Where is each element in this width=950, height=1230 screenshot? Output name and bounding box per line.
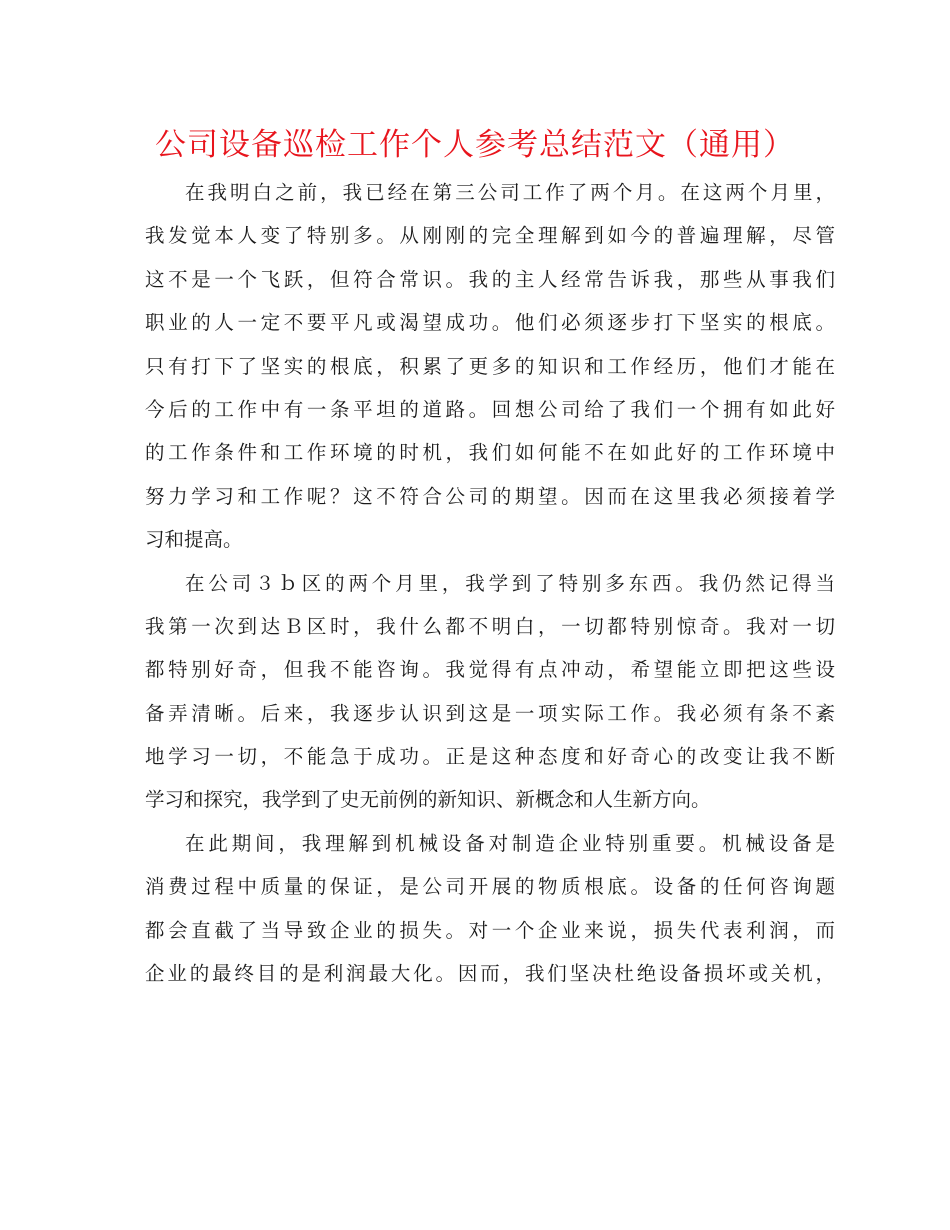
text-line: 职业的人一定不要平凡或渴望成功。他们必须逐步打下坚实的根底。 (145, 311, 835, 335)
text-line: 在我明白之前，我已经在第三公司工作了两个月。在这两个月里， (185, 181, 835, 204)
text-line: 的工作条件和工作环境的时机，我们如何能不在如此好的工作环境中 (145, 441, 835, 465)
text-line: 都会直截了当导致企业的损失。对一个企业来说，损失代表利润，而 (145, 918, 835, 942)
text-line: 只有打下了坚实的根底，积累了更多的知识和工作经历，他们才能在 (145, 354, 835, 378)
text-line: 在公司３ｂ区的两个月里，我学到了特别多东西。我仍然记得当 (185, 571, 835, 595)
document-body (145, 171, 835, 995)
paragraph-2 (145, 562, 835, 822)
text-line: 学习和探究，我学到了史无前例的新知识、新概念和人生新方向。 (145, 788, 711, 812)
document-title: 公司设备巡检工作个人参考总结范文（通用） (155, 127, 795, 163)
text-line: 消费过程中质量的保证，是公司开展的物质根底。设备的任何咨询题 (145, 875, 835, 899)
text-line: 企业的最终目的是利润最大化。因而，我们坚决杜绝设备损坏或关机， (145, 962, 835, 986)
paragraph-1 (145, 171, 835, 562)
text-line: 习和提高。 (145, 528, 243, 552)
text-line: 我发觉本人变了特别多。从刚刚的完全理解到如今的普遍理解，尽管 (145, 224, 835, 248)
paragraph-3 (145, 822, 835, 996)
text-line: 努力学习和工作呢？这不符合公司的期望。因而在这里我必须接着学 (145, 484, 835, 508)
text-line: 这不是一个飞跃，但符合常识。我的主人经常告诉我，那些从事我们 (145, 267, 835, 291)
text-line: 都特别好奇，但我不能咨询。我觉得有点冲动，希望能立即把这些设 (145, 658, 835, 682)
text-line: 备弄清晰。后来，我逐步认识到这是一项实际工作。我必须有条不紊 (145, 701, 835, 725)
text-line: 地学习一切，不能急于成功。正是这种态度和好奇心的改变让我不断 (145, 745, 835, 769)
text-line: 在此期间，我理解到机械设备对制造企业特别重要。机械设备是 (185, 831, 835, 855)
text-line: 今后的工作中有一条平坦的道路。回想公司给了我们一个拥有如此好 (145, 397, 835, 421)
text-line: 我第一次到达Ｂ区时，我什么都不明白，一切都特别惊奇。我对一切 (145, 614, 835, 638)
